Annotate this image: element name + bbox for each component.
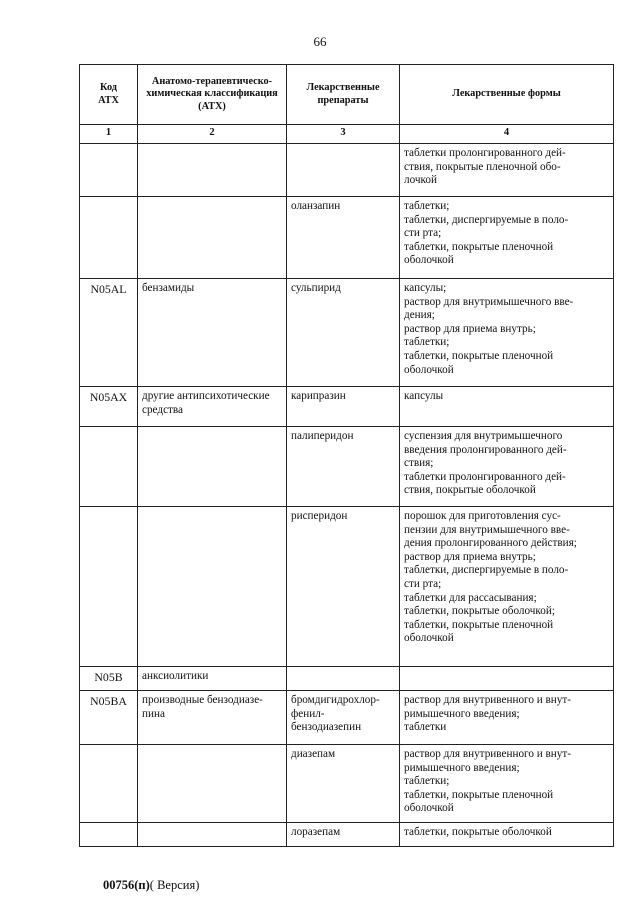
atc-code-cell: N05AL [80, 279, 138, 387]
drug-cell: рисперидон [287, 507, 400, 667]
forms-cell: капсулы; раствор для внутримышечного вве- дения; раствор для приема внутрь; таблетки; таблетки, покрытые пленочной оболочкой [400, 279, 614, 387]
forms-cell: таблетки; таблетки, диспергируемые в поло- сти рта; таблетки, покрытые пленочной оболочкой [400, 197, 614, 279]
header-forms: Лекарственные формы [400, 65, 614, 125]
forms-cell: раствор для внутривенного и внут- римышечного введения; таблетки; таблетки, покрытые пленочной оболочкой [400, 745, 614, 823]
forms-cell: суспензия для внутримышечного введения пролонгированного дей- ствия; таблетки пролонгированного дей- ствия, покрытые оболочкой [400, 427, 614, 507]
column-number: 4 [400, 125, 614, 144]
atc-code-cell [80, 144, 138, 197]
column-number: 3 [287, 125, 400, 144]
atc-code-cell [80, 197, 138, 279]
atc-drug-table [79, 64, 614, 847]
table-row [80, 387, 614, 427]
footer-document-code [103, 878, 199, 893]
atc-code-cell: N05BA [80, 691, 138, 745]
classification-cell [138, 507, 287, 667]
footer-version: ( Версия) [149, 878, 200, 892]
forms-cell: раствор для внутривенного и внут- римышечного введения; таблетки [400, 691, 614, 745]
classification-cell: бензамиды [138, 279, 287, 387]
classification-cell: анксиолитики [138, 667, 287, 691]
drug-cell: диазепам [287, 745, 400, 823]
drug-cell [287, 144, 400, 197]
drug-cell: бромдигидрохлор- фенил- бензодиазепин [287, 691, 400, 745]
drug-cell: палиперидон [287, 427, 400, 507]
classification-cell [138, 823, 287, 847]
drug-cell: лоразепам [287, 823, 400, 847]
table-row [80, 823, 614, 847]
table-row [80, 691, 614, 745]
header-drugs: Лекарственные препараты [287, 65, 400, 125]
atc-code-cell [80, 427, 138, 507]
drug-cell [287, 667, 400, 691]
atc-code-cell: N05AX [80, 387, 138, 427]
table-row [80, 507, 614, 667]
table-row [80, 197, 614, 279]
header-code: Код АТХ [80, 65, 138, 125]
forms-cell [400, 667, 614, 691]
forms-cell: порошок для приготовления сус- пензии для внутримышечного вве- дения пролонгированного действия; раствор для приема внутрь; таблетки, диспергируемые в поло- сти рта; таблетки для рассасывания; таблетки, покрытые оболочкой; таблетки, покрытые пленочной оболочкой [400, 507, 614, 667]
table-row [80, 427, 614, 507]
forms-cell: таблетки, покрытые оболочкой [400, 823, 614, 847]
column-number-row [80, 125, 614, 144]
header-classification: Анатомо-терапевтическо- химическая классификация (АТХ) [138, 65, 287, 125]
table-row [80, 667, 614, 691]
table-row [80, 279, 614, 387]
classification-cell: производные бензодиазе- пина [138, 691, 287, 745]
atc-code-cell [80, 745, 138, 823]
atc-code-cell: N05B [80, 667, 138, 691]
classification-cell: другие антипсихотические средства [138, 387, 287, 427]
classification-cell [138, 745, 287, 823]
drug-cell: сульпирид [287, 279, 400, 387]
table-row [80, 745, 614, 823]
atc-code-cell [80, 507, 138, 667]
classification-cell [138, 144, 287, 197]
classification-cell [138, 427, 287, 507]
table-header-row [80, 65, 614, 125]
column-number: 2 [138, 125, 287, 144]
drug-cell: оланзапин [287, 197, 400, 279]
forms-cell: таблетки пролонгированного дей- ствия, покрытые пленочной обо- лочкой [400, 144, 614, 197]
drug-cell: карипразин [287, 387, 400, 427]
footer-code: 00756(п) [103, 878, 150, 892]
classification-cell [138, 197, 287, 279]
page-number: 66 [313, 34, 327, 49]
column-number: 1 [80, 125, 138, 144]
table-row [80, 144, 614, 197]
atc-code-cell [80, 823, 138, 847]
forms-cell: капсулы [400, 387, 614, 427]
